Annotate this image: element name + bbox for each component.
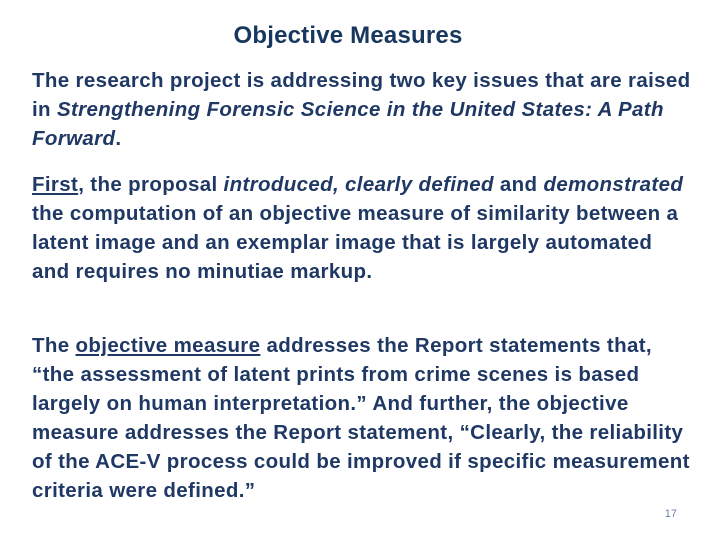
paragraph-2-text-c: the computation of an objective measure of similarity between a latent image and an exemplar image that is largely automated and requires no minutiae markup. (32, 202, 679, 283)
page-number: 17 (664, 508, 677, 520)
first-underlined: First (32, 173, 79, 196)
paragraph-3-text-b: addresses the Report statements that, “the assessment of latent prints from crime scenes is based largely on human interpretation.” And further, the objective measure addresses the Report statement, “Clearly, the reliability of the ACE-V process could be improved if specific measurement criteria were defined.” (32, 334, 690, 502)
paragraph-first-contribution (32, 170, 692, 286)
paragraph-2-italic-a: introduced, clearly defined (223, 173, 494, 196)
report-title-italic: Strengthening Forensic Science in the United States: A Path Forward (32, 98, 664, 150)
paragraph-1-text-b: . (115, 127, 122, 150)
paragraph-1-text-a: The research project is addressing two key issues that are raised in (32, 69, 691, 121)
paragraph-3-text-a: The (32, 334, 76, 357)
objective-measure-underlined: objective measure (75, 334, 261, 357)
paragraph-2-italic-b: demonstrated (543, 173, 684, 196)
paragraph-research-issues (32, 66, 692, 153)
slide-title: Objective Measures (233, 22, 463, 49)
paragraph-2-text-b: and (493, 173, 544, 196)
paragraph-2-text-a: , the proposal (78, 173, 224, 196)
paragraph-objective-measure (32, 331, 692, 505)
